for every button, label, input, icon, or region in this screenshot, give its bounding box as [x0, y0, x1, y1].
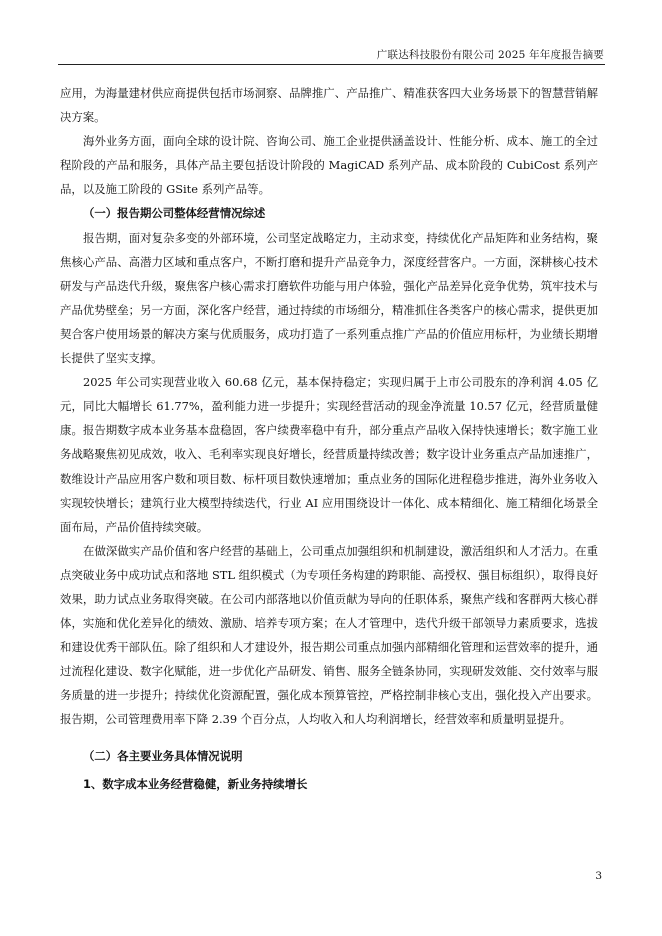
- paragraph-organization: 在做深做实产品价值和客户经营的基础上，公司重点加强组织和机制建设，激活组织和人才活力。在重点突破业务中成功试点和落地 STL 组织模式（为专项任务构建的跨职能、高授权、强目标组织），取得良好效果，助力试点业务取得突破。在公司内部落地以价值贡献为导向的任职体系，聚焦产线和客群两大核心群体，实施和优化差异化的绩效、激励、培养专项方案；在人才管理中，迭代升级干部领导力素质要求，选拔和建设优秀干部队伍。除了组织和人才建设外，报告期公司重点加强内部精细化管理和运营效率的提升，通过流程化建设、数字化赋能，进一步优化产品研发、销售、服务全链条协同，实现研发效能、交付效率与服务质量的进一步提升；持续优化资源配置，强化成本预算管控，严格控制非核心支出，强化投入产出要求。报告期，公司管理费用率下降 2.39 个百分点，人均收入和人均利润增长，经营效率和质量明显提升。: [60, 543, 598, 727]
- subsection-heading-digital-cost: 1、数字成本业务经营稳健，新业务持续增长: [83, 776, 308, 791]
- section-heading-overview: （一）报告期公司整体经营情况综述: [83, 206, 266, 221]
- paragraph-smart-marketing: 应用，为海量建材供应商提供包括市场洞察、品牌推广、产品推广、精准获客四大业务场景下的智慧营销解决方案。: [60, 86, 598, 125]
- paragraph-financial-results: 2025 年公司实现营业收入 60.68 亿元，基本保持稳定；实现归属于上市公司股东的净利润 4.05 亿元，同比大幅增长 61.77%，盈利能力进一步提升；实现经营活动的现金净流量 10.57 亿元，经营质量健康。报告期数字成本业务基本盘稳固，客户续费率稳中有升，部分重点产品收入保持快速增长；数字施工业务战略聚焦初见成效，收入、毛利率实现良好增长，经营质量持续改善；数字设计业务重点产品加速推广，数维设计产品应用客户数和项目数、标杆项目数快速增加；重点业务的国际化进程稳步推进，海外业务收入实现较快增长；建筑行业大模型持续迭代，行业 AI 应用围绕设计一体化、成本精细化、施工精细化场景全面布局，产品价值持续突破。: [60, 375, 598, 534]
- paragraph-overseas-business: 海外业务方面，面向全球的设计院、咨询公司、施工企业提供涵盖设计、性能分析、成本、施工的全过程阶段的产品和服务，具体产品主要包括设计阶段的 MagiCAD 系列产品、成本阶段的 CubiCost 系列产品，以及施工阶段的 GSite 系列产品等。: [60, 134, 598, 197]
- section-heading-business-details: （二）各主要业务具体情况说明: [83, 748, 243, 763]
- page-number: 3: [595, 870, 602, 882]
- paragraph-strategy: 报告期，面对复杂多变的外部环境，公司坚定战略定力，主动求变，持续优化产品矩阵和业务结构，聚焦核心产品、高潜力区域和重点客户，不断打磨和提升产品竞争力，深度经营客户。一方面，深耕核心技术研发与产品迭代升级，聚焦客户核心需求打磨软件功能与用户体验，强化产品差异化竞争优势，筑牢技术与产品优势壁垒；另一方面，深化客户经营，通过持续的市场细分，精准抓住各类客户的核心需求，提供更加契合客户使用场景的解决方案与优质服务，成功打造了一系列重点推广产品的价值应用标杆，为业绩长期增长提供了坚实支撑。: [60, 230, 598, 366]
- header-title: 广联达科技股份有限公司 2025 年年度报告摘要: [376, 49, 604, 61]
- header-divider: [58, 64, 605, 65]
- report-body: [60, 81, 598, 796]
